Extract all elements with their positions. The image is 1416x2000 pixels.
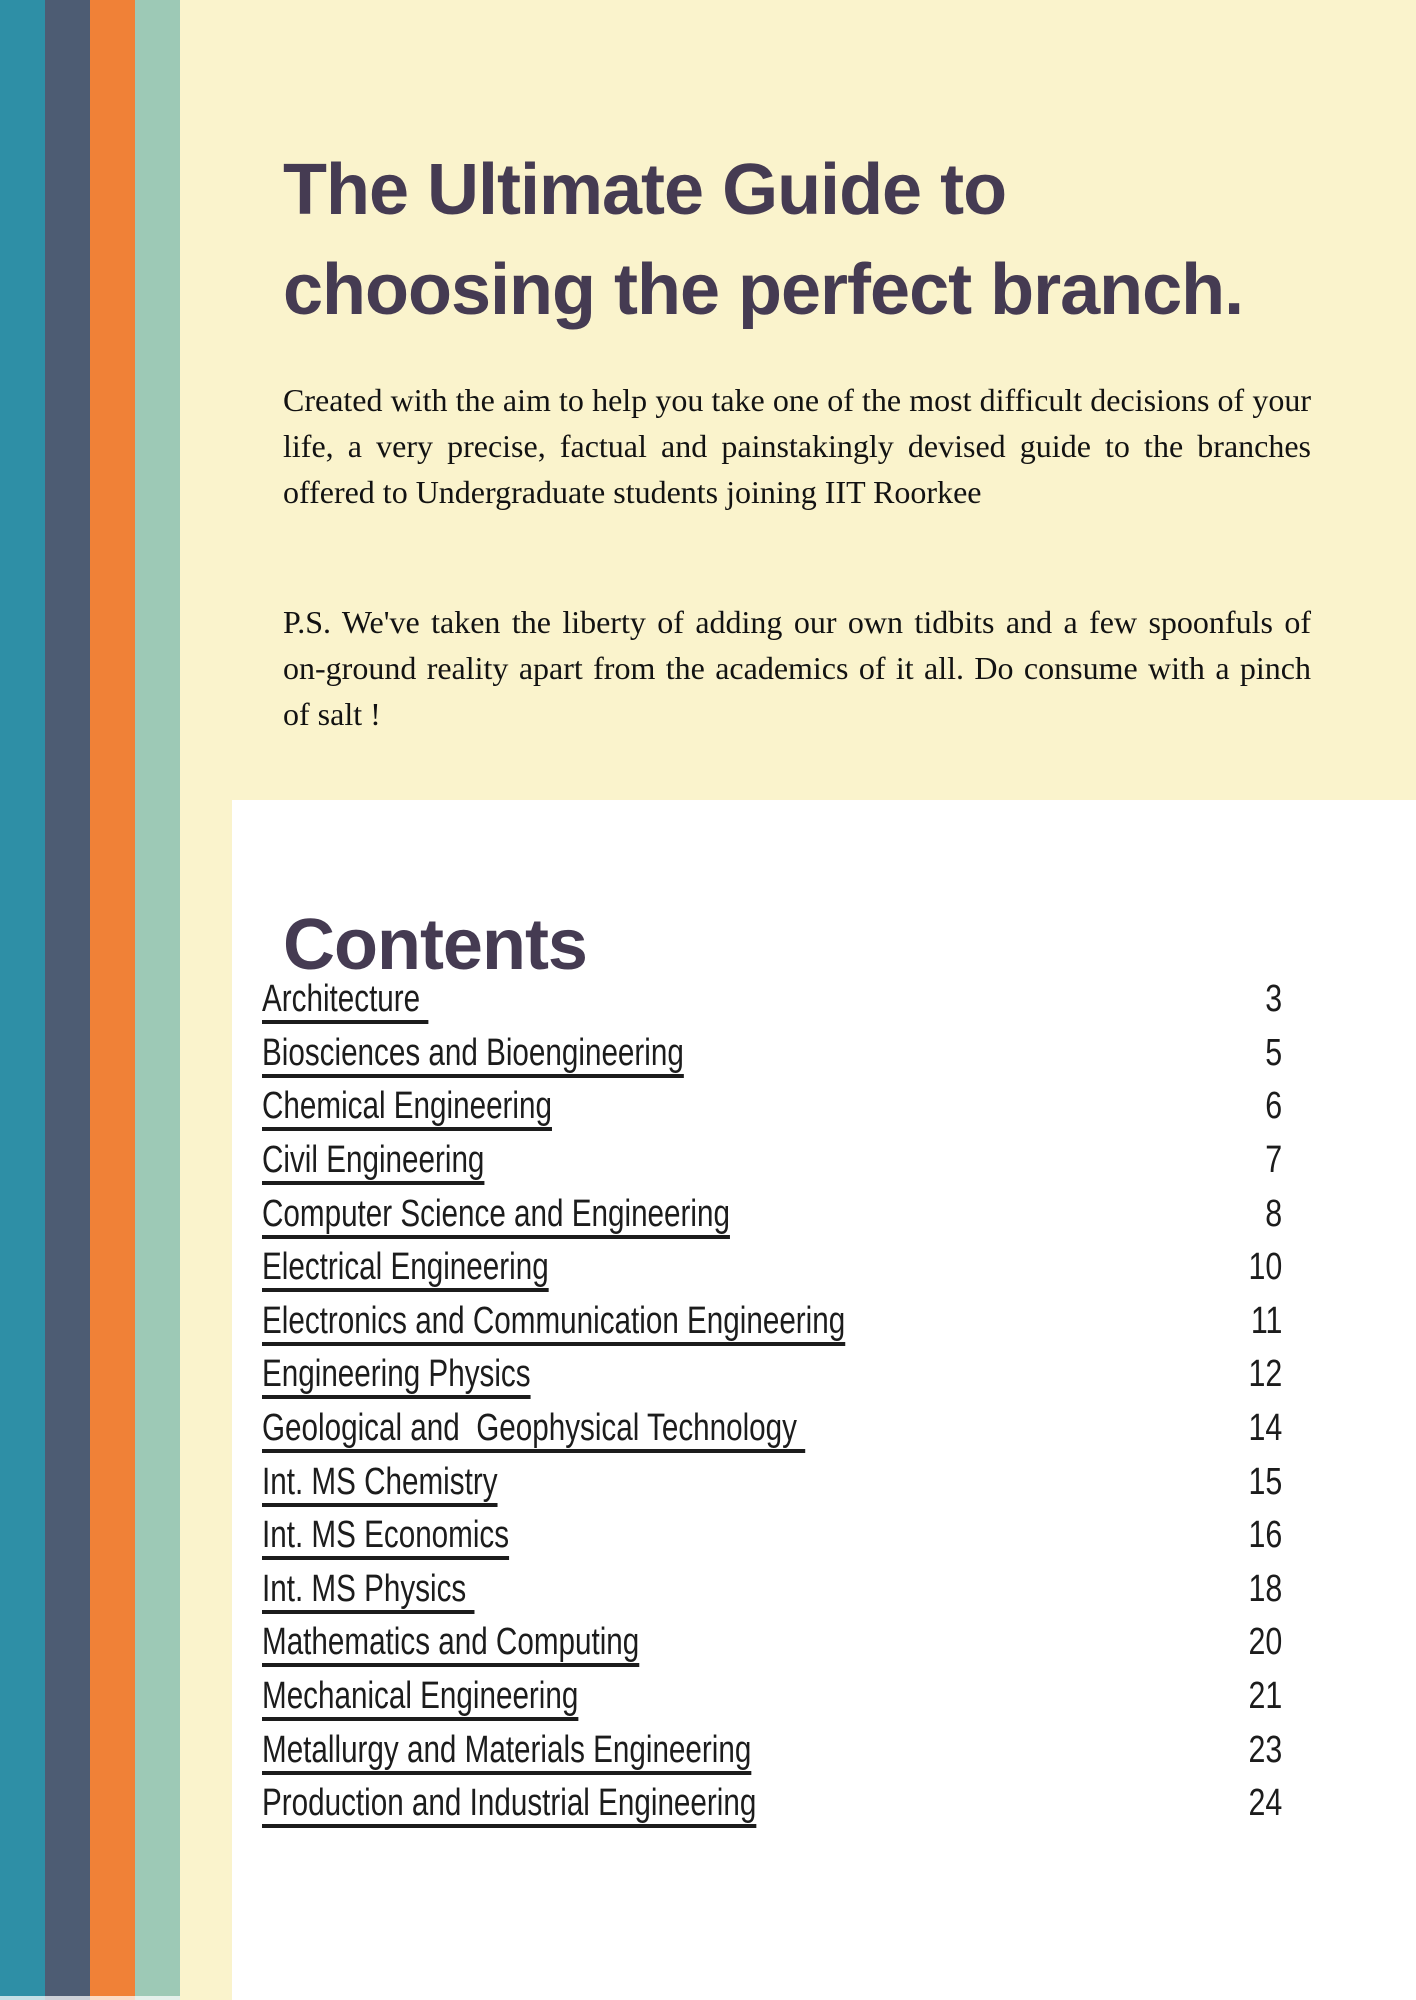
intro-paragraph: Created with the aim to help you take one of the most difficult decisions of your life, a very precise, factual and painstakingly devised guide to the branches offered to Undergraduate students joining IIT Roorkee bbox=[283, 382, 1311, 510]
toc-entry-link[interactable]: Engineering Physics bbox=[262, 1353, 531, 1396]
toc-entry-link[interactable]: Int. MS Physics bbox=[262, 1567, 475, 1610]
ps-paragraph: P.S. We've taken the liberty of adding our own tidbits and a few spoonfuls of on-ground reality apart from the academics of it all. Do consume with a pinch of salt ! bbox=[283, 604, 1311, 732]
toc-page-number: 12 bbox=[1248, 1353, 1282, 1396]
toc-row bbox=[262, 1670, 1282, 1724]
toc-entry-link[interactable]: Int. MS Economics bbox=[262, 1514, 510, 1557]
toc-row bbox=[262, 1563, 1282, 1617]
toc-row bbox=[262, 1777, 1282, 1831]
toc-page-number: 15 bbox=[1248, 1460, 1282, 1503]
toc-page-number: 14 bbox=[1248, 1407, 1282, 1450]
toc-entry-link[interactable]: Electrical Engineering bbox=[262, 1246, 549, 1289]
toc-page-number: 23 bbox=[1248, 1728, 1282, 1771]
table-of-contents bbox=[262, 973, 1282, 1831]
document-title bbox=[283, 140, 1383, 340]
stripe-slate bbox=[45, 0, 90, 2000]
toc-entry-link[interactable]: Mechanical Engineering bbox=[262, 1675, 579, 1718]
toc-entry-link[interactable]: Int. MS Chemistry bbox=[262, 1460, 498, 1503]
toc-entry-link[interactable]: Metallurgy and Materials Engineering bbox=[262, 1728, 752, 1771]
toc-page-number: 8 bbox=[1265, 1192, 1282, 1235]
toc-row bbox=[262, 1187, 1282, 1241]
toc-entry-link[interactable]: Geological and Geophysical Technology bbox=[262, 1407, 806, 1450]
stripe-orange bbox=[90, 0, 135, 2000]
toc-page-number: 3 bbox=[1265, 978, 1282, 1021]
toc-row bbox=[262, 1455, 1282, 1509]
contents-heading: Contents bbox=[283, 904, 587, 985]
toc-page-number: 11 bbox=[1250, 1299, 1282, 1342]
toc-page-number: 7 bbox=[1265, 1139, 1282, 1182]
toc-row bbox=[262, 1134, 1282, 1188]
toc-page-number: 24 bbox=[1248, 1782, 1282, 1825]
toc-page-number: 20 bbox=[1248, 1621, 1282, 1664]
toc-entry-link[interactable]: Mathematics and Computing bbox=[262, 1621, 640, 1664]
stripe-teal bbox=[0, 0, 45, 2000]
toc-row bbox=[262, 1348, 1282, 1402]
toc-entry-link[interactable]: Chemical Engineering bbox=[262, 1085, 552, 1128]
toc-entry-link[interactable]: Civil Engineering bbox=[262, 1139, 485, 1182]
toc-page-number: 16 bbox=[1248, 1514, 1282, 1557]
toc-entry-link[interactable]: Electronics and Communication Engineering bbox=[262, 1299, 846, 1342]
left-stripe-bar bbox=[0, 0, 180, 2000]
toc-row bbox=[262, 1080, 1282, 1134]
stripe-bottom-fade bbox=[0, 1996, 180, 2000]
toc-row bbox=[262, 1402, 1282, 1456]
toc-row bbox=[262, 1509, 1282, 1563]
toc-page-number: 21 bbox=[1248, 1675, 1282, 1718]
toc-row bbox=[262, 1027, 1282, 1081]
toc-page-number: 18 bbox=[1248, 1567, 1282, 1610]
toc-entry-link[interactable]: Architecture bbox=[262, 978, 429, 1021]
toc-entry-link[interactable]: Computer Science and Engineering bbox=[262, 1192, 730, 1235]
toc-row bbox=[262, 1723, 1282, 1777]
toc-row bbox=[262, 1616, 1282, 1670]
toc-row bbox=[262, 973, 1282, 1027]
toc-page-number: 6 bbox=[1265, 1085, 1282, 1128]
toc-entry-link[interactable]: Production and Industrial Engineering bbox=[262, 1782, 757, 1825]
toc-row bbox=[262, 1295, 1282, 1349]
toc-page-number: 10 bbox=[1248, 1246, 1282, 1289]
document-title-line1: The Ultimate Guide to bbox=[283, 150, 1007, 231]
toc-row bbox=[262, 1241, 1282, 1295]
toc-entry-link[interactable]: Biosciences and Bioengineering bbox=[262, 1031, 684, 1074]
toc-page-number: 5 bbox=[1265, 1031, 1282, 1074]
stripe-sage bbox=[135, 0, 180, 2000]
document-title-line2: choosing the perfect branch. bbox=[283, 250, 1244, 331]
